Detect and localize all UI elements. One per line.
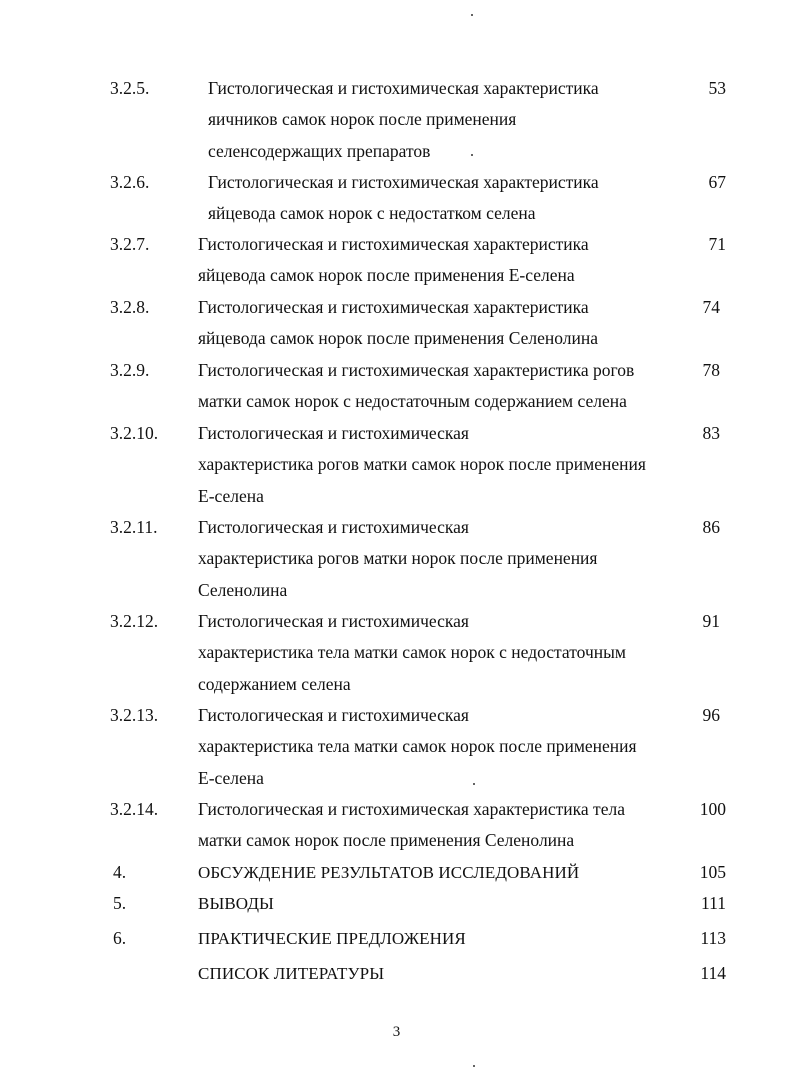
section-title: [198, 888, 688, 919]
section-title: [198, 418, 688, 512]
section-number: 3.2.7.: [110, 234, 150, 254]
section-title: [198, 229, 678, 292]
title-line: ПРАКТИЧЕСКИЕ ПРЕДЛОЖЕНИЯ: [198, 929, 466, 948]
section-title: [208, 167, 688, 230]
toc-entry: [0, 700, 793, 794]
toc-entry: [0, 923, 793, 958]
title-line: Гистологическая и гистохимическая: [198, 423, 469, 443]
title-line: Гистологическая и гистохимическая характеристика: [198, 297, 589, 317]
title-line: Е-селена: [198, 767, 264, 788]
page-ref: 74: [702, 297, 720, 317]
title-line: характеристика рогов матки норок после применения: [198, 548, 598, 569]
toc-entry: [0, 888, 793, 923]
page-ref: 114: [700, 963, 726, 983]
title-line: матки самок норок с недостаточным содержанием селена: [198, 391, 627, 412]
title-line: Гистологическая и гистохимическая характеристика: [208, 172, 599, 192]
scan-speck: [471, 14, 473, 16]
title-line: Гистологическая и гистохимическая: [198, 705, 469, 725]
title-line: яичников самок норок после применения: [208, 109, 517, 130]
title-line: яйцевода самок норок после применения Селенолина: [198, 328, 598, 349]
section-number: 3.2.12.: [110, 611, 159, 631]
section-number: 6.: [113, 928, 127, 948]
section-number: 3.2.14.: [110, 799, 159, 819]
page-ref: 111: [701, 893, 726, 913]
toc-entry: [0, 292, 793, 355]
toc-entry: [0, 958, 793, 989]
page-ref: 96: [702, 705, 720, 725]
section-number: 3.2.10.: [110, 423, 159, 443]
page-ref: 91: [702, 611, 720, 631]
title-line: характеристика рогов матки самок норок после применения: [198, 454, 646, 475]
page-ref: 86: [702, 517, 720, 537]
toc-entry: [0, 73, 793, 167]
title-line: матки самок норок после применения Селенолина: [198, 830, 575, 851]
toc-entry: [0, 857, 793, 888]
section-title: [198, 923, 688, 954]
title-line: Гистологическая и гистохимическая характеристика рогов: [198, 360, 635, 380]
title-line: селенсодержащих препаратов: [208, 140, 431, 161]
section-title: [208, 73, 688, 167]
page-ref: 100: [699, 799, 726, 819]
page-ref: 53: [708, 78, 726, 98]
section-number: 5.: [113, 893, 127, 913]
section-title: [198, 958, 688, 989]
section-number: 3.2.5.: [110, 78, 150, 98]
title-line: характеристика тела матки самок норок с недостаточным: [198, 642, 626, 663]
section-title: [198, 606, 688, 700]
toc-entry: [0, 606, 793, 700]
title-line: Гистологическая и гистохимическая: [198, 611, 469, 631]
section-title: [198, 292, 678, 355]
title-line: Гистологическая и гистохимическая характеристика: [208, 78, 599, 98]
page-ref: 78: [702, 360, 720, 380]
section-title: [198, 857, 688, 888]
page-ref: 67: [708, 172, 726, 192]
section-number: 3.2.11.: [110, 517, 158, 537]
scan-speck: [473, 783, 475, 785]
section-number: 3.2.8.: [110, 297, 150, 317]
page-ref: 71: [708, 234, 726, 254]
title-line: Гистологическая и гистохимическая: [198, 517, 469, 537]
section-number: 3.2.13.: [110, 705, 159, 725]
section-number: 3.2.6.: [110, 172, 150, 192]
title-line: характеристика тела матки самок норок после применения: [198, 736, 637, 757]
title-line: содержанием селена: [198, 673, 351, 694]
toc-entry: [0, 512, 793, 606]
table-of-contents: [0, 73, 793, 989]
title-line: Е-селена: [198, 485, 264, 506]
page-ref: 105: [699, 862, 726, 882]
toc-entry: [0, 794, 793, 857]
toc-entry: [0, 355, 793, 418]
section-number: 3.2.9.: [110, 360, 150, 380]
scan-speck: [473, 1065, 475, 1067]
scan-speck: [471, 154, 473, 156]
section-title: [198, 355, 688, 418]
title-line: Гистологическая и гистохимическая характеристика: [198, 234, 589, 254]
title-line: ВЫВОДЫ: [198, 894, 274, 913]
title-line: яйцевода самок норок после применения Е-селена: [198, 265, 575, 286]
page-ref: 83: [702, 423, 720, 443]
title-line: СПИСОК ЛИТЕРАТУРЫ: [198, 964, 385, 983]
page-number: 3: [392, 1024, 401, 1040]
title-line: Гистологическая и гистохимическая характеристика тела: [198, 799, 625, 819]
title-line: ОБСУЖДЕНИЕ РЕЗУЛЬТАТОВ ИССЛЕДОВАНИЙ: [198, 863, 580, 882]
toc-entry: [0, 229, 793, 292]
title-line: Селенолина: [198, 579, 288, 600]
page-ref: 113: [700, 928, 726, 948]
section-title: [198, 794, 688, 857]
section-title: [198, 512, 688, 606]
toc-entry: [0, 167, 793, 229]
section-title: [198, 700, 688, 794]
toc-entry: [0, 418, 793, 512]
section-number: 4.: [113, 862, 127, 882]
title-line: яйцевода самок норок с недостатком селена: [208, 203, 536, 224]
